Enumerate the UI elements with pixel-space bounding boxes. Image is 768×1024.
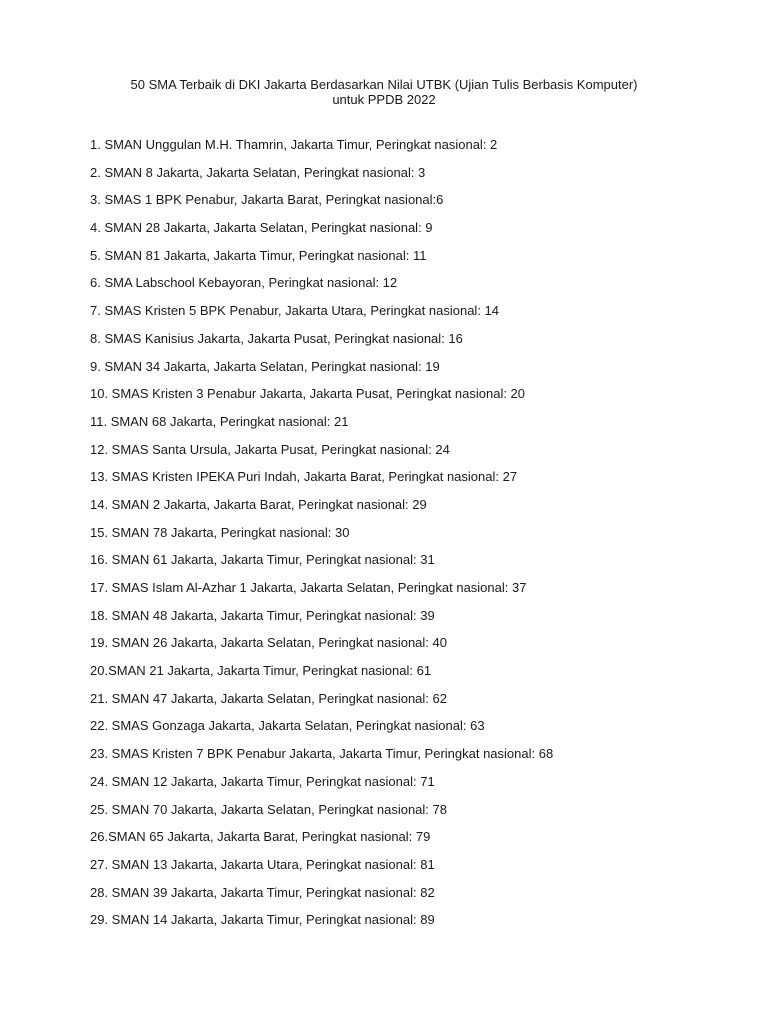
list-item: 16. SMAN 61 Jakarta, Jakarta Timur, Peringkat nasional: 31 — [90, 552, 435, 568]
list-item: 6. SMA Labschool Kebayoran, Peringkat nasional: 12 — [90, 275, 398, 291]
list-item: 22. SMAS Gonzaga Jakarta, Jakarta Selatan, Peringkat nasional: 63 — [90, 718, 485, 734]
list-item: 19. SMAN 26 Jakarta, Jakarta Selatan, Peringkat nasional: 40 — [90, 635, 447, 651]
list-item: 21. SMAN 47 Jakarta, Jakarta Selatan, Peringkat nasional: 62 — [90, 690, 447, 706]
list-item: 20.SMAN 21 Jakarta, Jakarta Timur, Peringkat nasional: 61 — [90, 663, 432, 679]
list-item: 12. SMAS Santa Ursula, Jakarta Pusat, Peringkat nasional: 24 — [90, 441, 450, 457]
list-item: 3. SMAS 1 BPK Penabur, Jakarta Barat, Peringkat nasional:6 — [90, 192, 444, 208]
list-item: 24. SMAN 12 Jakarta, Jakarta Timur, Peringkat nasional: 71 — [90, 773, 435, 789]
school-ranking-list — [90, 137, 553, 940]
list-item: 15. SMAN 78 Jakarta, Peringkat nasional: 30 — [90, 524, 350, 540]
list-item: 28. SMAN 39 Jakarta, Jakarta Timur, Peringkat nasional: 82 — [90, 884, 435, 900]
list-item: 23. SMAS Kristen 7 BPK Penabur Jakarta, Jakarta Timur, Peringkat nasional: 68 — [90, 746, 554, 762]
list-item: 5. SMAN 81 Jakarta, Jakarta Timur, Peringkat nasional: 11 — [90, 247, 427, 263]
list-item: 8. SMAS Kanisius Jakarta, Jakarta Pusat, Peringkat nasional: 16 — [90, 330, 463, 346]
list-item: 25. SMAN 70 Jakarta, Jakarta Selatan, Peringkat nasional: 78 — [90, 801, 447, 817]
list-item: 29. SMAN 14 Jakarta, Jakarta Timur, Peringkat nasional: 89 — [90, 912, 435, 928]
list-item: 7. SMAS Kristen 5 BPK Penabur, Jakarta Utara, Peringkat nasional: 14 — [90, 303, 499, 319]
list-item: 10. SMAS Kristen 3 Penabur Jakarta, Jakarta Pusat, Peringkat nasional: 20 — [90, 386, 526, 402]
list-item: 13. SMAS Kristen IPEKA Puri Indah, Jakarta Barat, Peringkat nasional: 27 — [90, 469, 518, 485]
list-item: 17. SMAS Islam Al-Azhar 1 Jakarta, Jakarta Selatan, Peringkat nasional: 37 — [90, 580, 527, 595]
list-item: 1. SMAN Unggulan M.H. Thamrin, Jakarta Timur, Peringkat nasional: 2 — [90, 137, 498, 152]
list-item: 11. SMAN 68 Jakarta, Peringkat nasional: 21 — [90, 413, 349, 429]
list-item: 9. SMAN 34 Jakarta, Jakarta Selatan, Peringkat nasional: 19 — [90, 358, 440, 374]
list-item: 2. SMAN 8 Jakarta, Jakarta Selatan, Peringkat nasional: 3 — [90, 164, 426, 180]
title-line-2: untuk PPDB 2022 — [332, 92, 436, 107]
list-item: 26.SMAN 65 Jakarta, Jakarta Barat, Peringkat nasional: 79 — [90, 829, 431, 845]
title-line-1: 50 SMA Terbaik di DKI Jakarta Berdasarkan Nilai UTBK (Ujian Tulis Berbasis Komputer) — [130, 77, 638, 92]
list-item: 4. SMAN 28 Jakarta, Jakarta Selatan, Peringkat nasional: 9 — [90, 220, 433, 236]
document-title — [0, 77, 768, 107]
list-item: 27. SMAN 13 Jakarta, Jakarta Utara, Peringkat nasional: 81 — [90, 856, 435, 872]
list-item: 18. SMAN 48 Jakarta, Jakarta Timur, Peringkat nasional: 39 — [90, 607, 435, 623]
list-item: 14. SMAN 2 Jakarta, Jakarta Barat, Peringkat nasional: 29 — [90, 496, 427, 512]
